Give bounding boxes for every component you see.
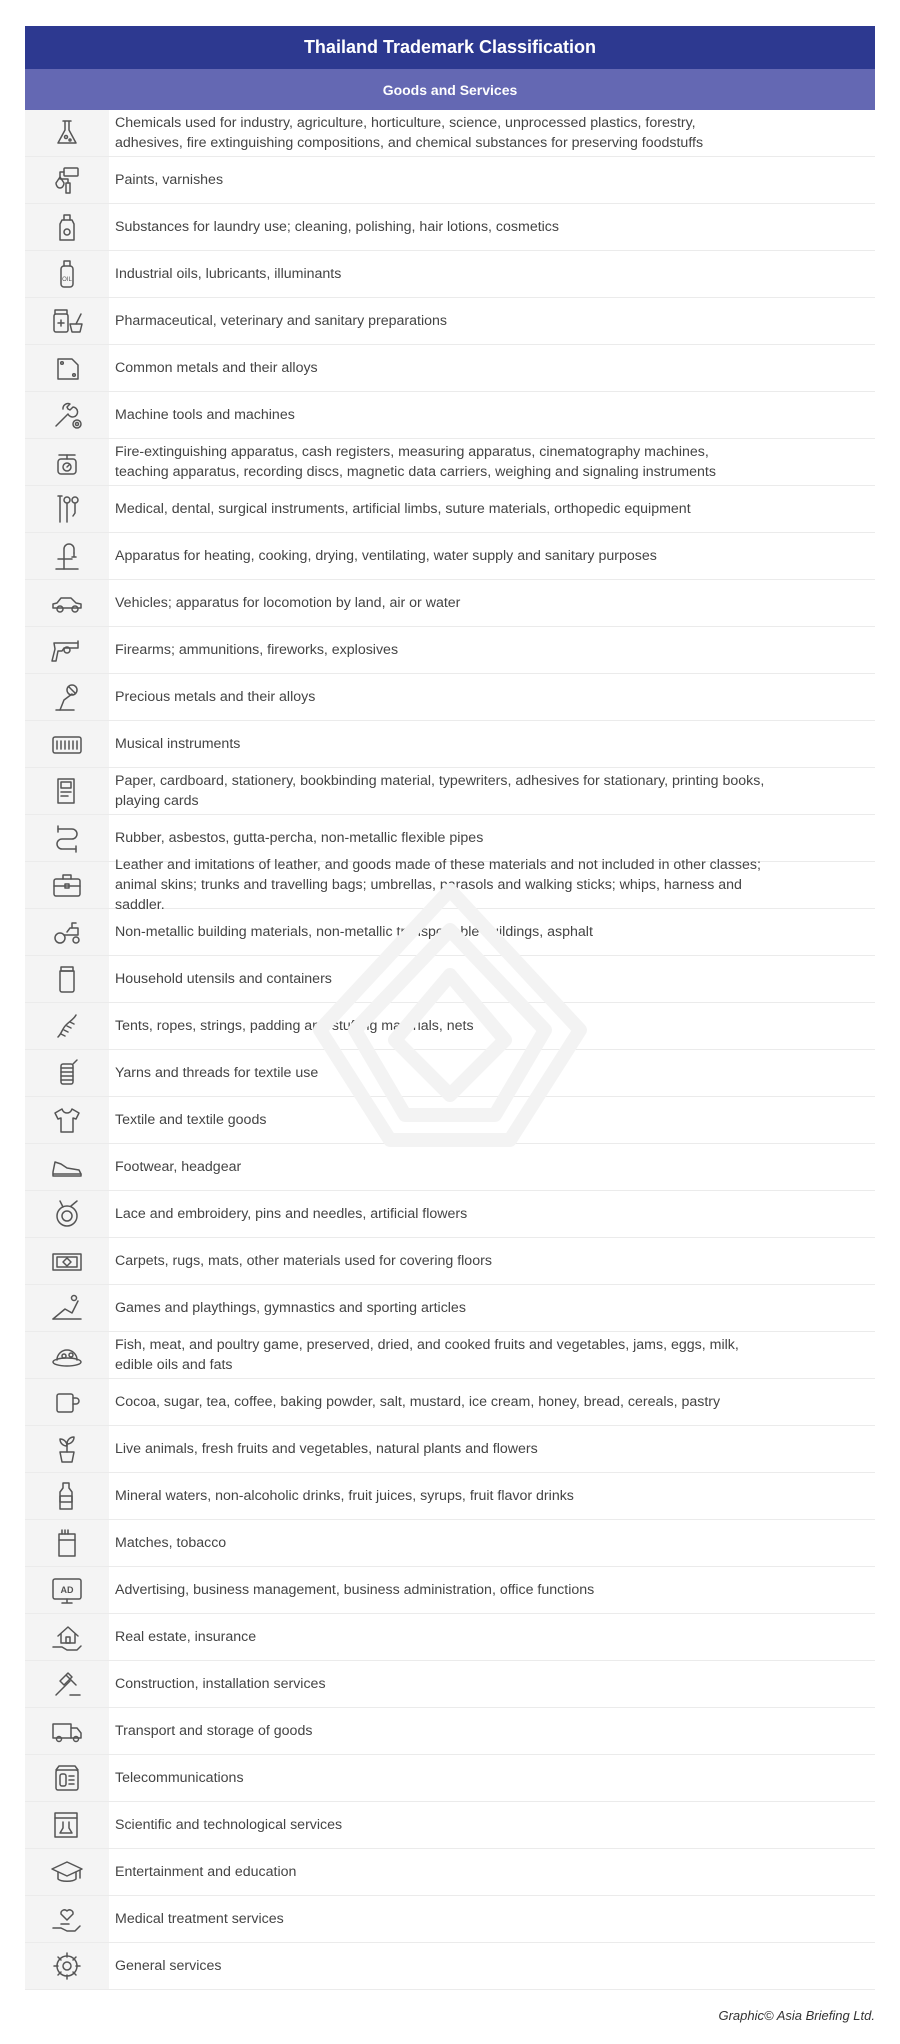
- row-text: Chemicals used for industry, agriculture, horticulture, science, unprocessed plastics, forestry, adhesives, fire extinguishing compositions, and chemical substances for preserving foodstuffs: [115, 115, 704, 151]
- row-description: [109, 1191, 875, 1237]
- row-description: [109, 392, 875, 438]
- table-row: [25, 721, 875, 768]
- row-description: [109, 251, 875, 297]
- table-rows: [25, 110, 875, 1990]
- table-row: [25, 157, 875, 204]
- table-row: [25, 204, 875, 251]
- table-row: [25, 857, 875, 913]
- briefcase-icon: [25, 862, 109, 908]
- wrench-gear-icon: [25, 392, 109, 438]
- row-text: Yarns and threads for textile use: [115, 1065, 319, 1081]
- table-row: [25, 1332, 875, 1379]
- row-text: Paper, cardboard, stationery, bookbinding material, typewriters, adhesives for stationary, printing books, playing cards: [115, 773, 765, 809]
- table-row: [25, 1849, 875, 1896]
- table-row: [25, 674, 875, 721]
- ad-board-icon: [25, 1567, 109, 1613]
- table-title: Thailand Trademark Classification: [25, 26, 875, 69]
- row-text: Paints, varnishes: [115, 172, 224, 188]
- rug-icon: [25, 1238, 109, 1284]
- table-row: [25, 1802, 875, 1849]
- table-row: [25, 1520, 875, 1567]
- row-text: Non-metallic building materials, non-metallic transportable buildings, asphalt: [115, 924, 593, 940]
- row-description: [109, 1426, 875, 1472]
- tshirt-icon: [25, 1097, 109, 1143]
- table-row: [25, 1144, 875, 1191]
- table-row: [25, 298, 875, 345]
- row-description: [109, 1050, 875, 1096]
- row-description: [109, 1896, 875, 1942]
- food-plate-icon: [25, 1332, 109, 1378]
- row-text: Matches, tobacco: [115, 1535, 227, 1551]
- row-description: [109, 1755, 875, 1801]
- ring-icon: [25, 674, 109, 720]
- row-text: Common metals and their alloys: [115, 360, 318, 376]
- row-description: [109, 1849, 875, 1895]
- faucet-icon: [25, 533, 109, 579]
- heart-hand-icon: [25, 1896, 109, 1942]
- table-row: [25, 1285, 875, 1332]
- row-description: [109, 721, 875, 767]
- graphic-credit: Graphic© Asia Briefing Ltd.: [718, 2008, 875, 2023]
- row-text: Carpets, rugs, mats, other materials used for covering floors: [115, 1253, 492, 1269]
- table-row: [25, 1567, 875, 1614]
- row-description: [109, 110, 875, 156]
- row-text: Cocoa, sugar, tea, coffee, baking powder, salt, mustard, ice cream, honey, bread, cereals, pastry: [115, 1394, 721, 1410]
- row-text: Transport and storage of goods: [115, 1723, 313, 1739]
- row-description: [109, 857, 875, 913]
- table-row: [25, 1379, 875, 1426]
- row-text: Vehicles; apparatus for locomotion by land, air or water: [115, 595, 461, 611]
- row-text: Industrial oils, lubricants, illuminants: [115, 266, 342, 282]
- house-hand-icon: [25, 1614, 109, 1660]
- table-row: [25, 486, 875, 533]
- truck-icon: [25, 1708, 109, 1754]
- table-row: [25, 1003, 875, 1050]
- synthesizer-icon: [25, 721, 109, 767]
- detergent-bottle-icon: [25, 204, 109, 250]
- science-book-icon: [25, 1802, 109, 1848]
- row-text: Precious metals and their alloys: [115, 689, 316, 705]
- telephone-icon: [25, 1755, 109, 1801]
- stationery-icon: [25, 768, 109, 814]
- row-description: [109, 533, 875, 579]
- flask-icon: [25, 110, 109, 156]
- table-row: [25, 1097, 875, 1144]
- row-description: [109, 1332, 875, 1378]
- mug-icon: [25, 1379, 109, 1425]
- row-text: Medical, dental, surgical instruments, artificial limbs, suture materials, orthopedic equipment: [115, 501, 691, 517]
- row-description: [109, 1097, 875, 1143]
- row-description: [109, 768, 875, 814]
- row-text: Real estate, insurance: [115, 1629, 257, 1645]
- row-text: Firearms; ammunitions, fireworks, explosives: [115, 642, 399, 658]
- row-text: Leather and imitations of leather, and goods made of these materials and not included in other classes; animal skins; trunks and travelling bags; umbrellas, parasols and walking sticks; whips, harness and saddler.: [115, 857, 761, 913]
- row-description: [109, 1003, 875, 1049]
- row-description: [109, 1238, 875, 1284]
- row-description: [109, 1614, 875, 1660]
- row-text: Apparatus for heating, cooking, drying, ventilating, water supply and sanitary purposes: [115, 548, 657, 564]
- pincushion-icon: [25, 1191, 109, 1237]
- classification-table: [25, 26, 875, 1990]
- table-row: [25, 439, 875, 486]
- row-text: Machine tools and machines: [115, 407, 295, 423]
- table-subtitle: Goods and Services: [25, 69, 875, 110]
- scale-icon: [25, 439, 109, 485]
- row-text: Substances for laundry use; cleaning, polishing, hair lotions, cosmetics: [115, 219, 559, 235]
- row-description: [109, 674, 875, 720]
- pharmacy-jar-icon: [25, 298, 109, 344]
- row-text: Scientific and technological services: [115, 1817, 343, 1833]
- drink-bottle-icon: [25, 1473, 109, 1519]
- table-row: [25, 1426, 875, 1473]
- table-row: [25, 909, 875, 956]
- row-text: Games and playthings, gymnastics and sporting articles: [115, 1300, 466, 1316]
- row-description: [109, 345, 875, 391]
- row-text: Advertising, business management, business administration, office functions: [115, 1582, 595, 1598]
- oil-bottle-icon: [25, 251, 109, 297]
- table-row: [25, 1238, 875, 1285]
- paint-roller-icon: [25, 157, 109, 203]
- row-text: Fire-extinguishing apparatus, cash registers, measuring apparatus, cinematography machines, teaching apparatus, recording discs, magnetic data carriers, weighing and signaling instruments: [115, 444, 716, 480]
- table-row: [25, 1191, 875, 1238]
- table-row: [25, 1708, 875, 1755]
- rope-icon: [25, 1003, 109, 1049]
- construction-icon: [25, 1661, 109, 1707]
- row-text: Mineral waters, non-alcoholic drinks, fruit juices, syrups, fruit flavor drinks: [115, 1488, 574, 1504]
- row-text: Textile and textile goods: [115, 1112, 267, 1128]
- row-description: [109, 1802, 875, 1848]
- surgical-tools-icon: [25, 486, 109, 532]
- thread-spool-icon: [25, 1050, 109, 1096]
- row-text: Footwear, headgear: [115, 1159, 242, 1175]
- cigarette-pack-icon: [25, 1520, 109, 1566]
- car-icon: [25, 580, 109, 626]
- row-description: [109, 486, 875, 532]
- row-text: Tents, ropes, strings, padding and stuffing materials, nets: [115, 1018, 474, 1034]
- row-description: [109, 1943, 875, 1989]
- table-row: [25, 1755, 875, 1802]
- row-description: [109, 909, 875, 955]
- row-text: General services: [115, 1958, 222, 1974]
- table-row: [25, 1473, 875, 1520]
- service-gear-icon: [25, 1943, 109, 1989]
- table-row: [25, 956, 875, 1003]
- row-text: Construction, installation services: [115, 1676, 326, 1692]
- row-text: Musical instruments: [115, 736, 241, 752]
- row-description: [109, 580, 875, 626]
- row-description: [109, 439, 875, 485]
- row-text: Fish, meat, and poultry game, preserved, dried, and cooked fruits and vegetables, jams, eggs, milk, edible oils and fats: [115, 1337, 739, 1373]
- row-text: Telecommunications: [115, 1770, 244, 1786]
- svg-text:AD: AD: [60, 1585, 74, 1595]
- row-text: Rubber, asbestos, gutta-percha, non-metallic flexible pipes: [115, 830, 484, 846]
- gymnast-icon: [25, 1285, 109, 1331]
- table-row: [25, 1614, 875, 1661]
- row-description: [109, 1144, 875, 1190]
- table-row: [25, 345, 875, 392]
- table-row: [25, 1661, 875, 1708]
- row-description: [109, 1708, 875, 1754]
- row-description: [109, 298, 875, 344]
- row-text: Lace and embroidery, pins and needles, artificial flowers: [115, 1206, 468, 1222]
- row-description: [109, 627, 875, 673]
- sneaker-icon: [25, 1144, 109, 1190]
- table-row: [25, 580, 875, 627]
- row-text: Pharmaceutical, veterinary and sanitary preparations: [115, 313, 447, 329]
- table-row: [25, 1943, 875, 1990]
- metal-plate-icon: [25, 345, 109, 391]
- row-description: [109, 204, 875, 250]
- table-row: [25, 533, 875, 580]
- table-row: [25, 251, 875, 298]
- revolver-icon: [25, 627, 109, 673]
- table-row: [25, 627, 875, 674]
- graduation-cap-icon: [25, 1849, 109, 1895]
- row-text: Live animals, fresh fruits and vegetables, natural plants and flowers: [115, 1441, 538, 1457]
- row-description: [109, 1661, 875, 1707]
- row-description: [109, 956, 875, 1002]
- row-description: [109, 1520, 875, 1566]
- row-description: [109, 1285, 875, 1331]
- table-row: [25, 110, 875, 157]
- row-text: Household utensils and containers: [115, 971, 332, 987]
- table-row: [25, 392, 875, 439]
- row-description: [109, 1379, 875, 1425]
- table-row: [25, 1050, 875, 1097]
- row-description: [109, 1567, 875, 1613]
- table-row: [25, 768, 875, 815]
- pipe-icon: [25, 815, 109, 861]
- row-text: Medical treatment services: [115, 1911, 284, 1927]
- row-text: Entertainment and education: [115, 1864, 297, 1880]
- table-row: [25, 1896, 875, 1943]
- row-description: [109, 157, 875, 203]
- row-description: [109, 1473, 875, 1519]
- road-roller-icon: [25, 909, 109, 955]
- jar-icon: [25, 956, 109, 1002]
- plant-icon: [25, 1426, 109, 1472]
- svg-text:OIL: OIL: [62, 277, 72, 283]
